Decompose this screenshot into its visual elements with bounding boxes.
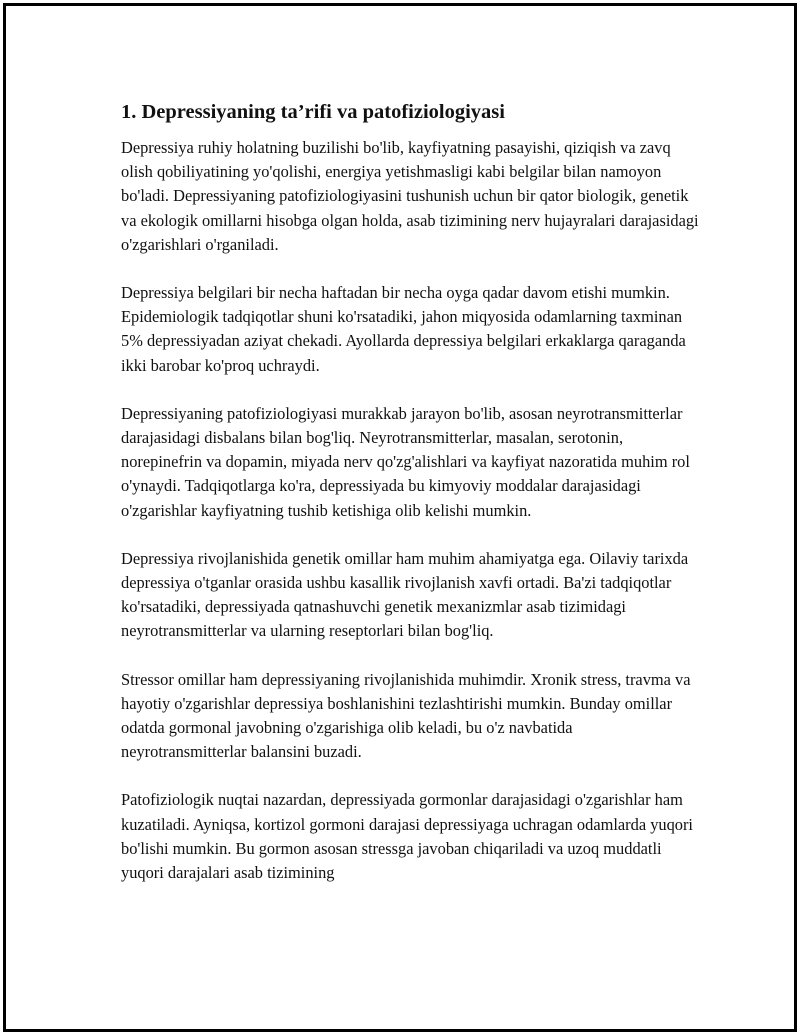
paragraph-definition: Depressiya ruhiy holatning buzilishi bo'lib, kayfiyatning pasayishi, qiziqish va zavq olish qobiliyatining yo'qolishi, energiya yetishmasligi kabi belgilar bilan namoyon bo'ladi. Depressiyaning patofiziologiyasini tushunish uchun bir qator biologik, genetik va ekologik omillarni hisobga olgan holda, asab tizimining nerv hujayralari darajasidagi o'zgarishlari o'rganiladi. (121, 138, 699, 254)
paragraph-neurotransmitters: Depressiyaning patofiziologiyasi murakkab jarayon bo'lib, asosan neyrotransmitterlar darajasidagi disbalans bilan bog'liq. Neyrotransmitterlar, masalan, serotonin, norepinefrin va dopamin, miyada nerv qo'zg'alishlari va kayfiyat nazoratida muhim rol o'ynaydi. Tadqiqotlarga ko'ra, depressiyada bu kimyoviy moddalar darajasidagi o'zgarishlar kayfiyatning tushib ketishiga olib kelishi mumkin. (121, 403, 690, 520)
paragraph-genetics: Depressiya rivojlanishida genetik omillar ham muhim ahamiyatga ega. Oilaviy tarixda depressiya o'tganlar orasida ushbu kasallik rivojlanish xavfi ortadi. Ba'zi tadqiqotlar ko'rsatadiki, depressiyada qatnashuvchi genetik mexanizmlar asab tizimidagi neyrotransmitterlar va ularning reseptorlari bilan bog'liq. (121, 548, 689, 641)
paragraph-epidemiology: Depressiya belgilari bir necha haftadan bir necha oyga qadar davom etishi mumkin. Epidemiologik tadqiqotlar shuni ko'rsatadiki, jahon miqyosida odamlarning taxminan 5% depressiyadan aziyat chekadi. Ayollarda depressiya belgilari erkaklarga qaraganda ikki barobar ko'proq uchraydi. (121, 283, 686, 375)
document-body (121, 98, 701, 885)
document-page (3, 3, 797, 1032)
paragraph-stressors: Stressor omillar ham depressiyaning rivojlanishida muhimdir. Xronik stress, travma va hayotiy o'zgarishlar depressiya boshlanishini tezlashtirishi mumkin. Bunday omillar odatda gormonal javobning o'zgarishiga olib keladi, bu o'z navbatida neyrotransmitterlar balansini buzadi. (121, 669, 691, 762)
paragraph-hormones: Patofiziologik nuqtai nazardan, depressiyada gormonlar darajasidagi o'zgarishlar ham kuzatiladi. Ayniqsa, kortizol gormoni darajasi depressiyaga uchragan odamlarda yuqori bo'lishi mumkin. Bu gormon asosan stressga javoban chiqariladi va uzoq muddatli yuqori darajalari asab tizimining (121, 790, 693, 883)
section-heading: 1. Depressiyaning ta’rifi va patofiziologiyasi (121, 101, 505, 123)
